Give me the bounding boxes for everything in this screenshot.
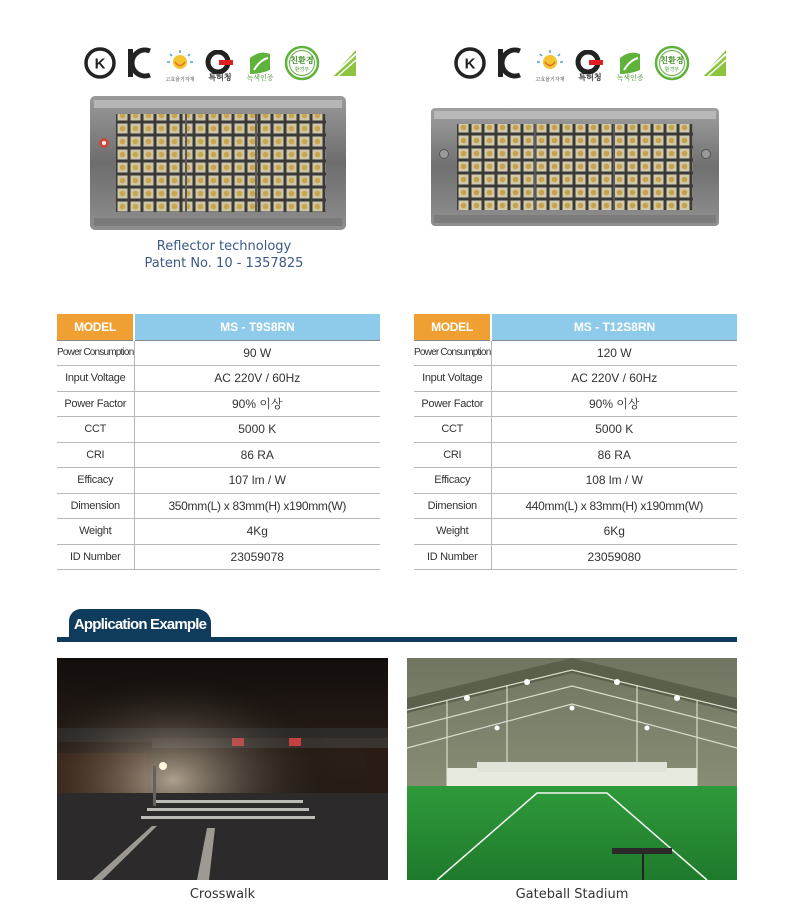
model-label: MODEL [414,314,491,340]
reflector-caption-line1: Reflector technology [156,239,292,254]
patent-label: 특허청 [208,73,232,82]
row-label: Power Factor [414,391,491,417]
eco-mark-icon [284,45,320,81]
product-image-left [90,96,346,235]
application-banner [57,607,737,643]
row-value: 5000 K [134,417,380,443]
spec-header-row [57,314,380,340]
patent-mark-icon [574,45,606,81]
kc-mark-icon [124,45,156,81]
row-label: ID Number [414,544,491,570]
table-row [57,544,380,570]
table-row [414,417,737,443]
row-label: Input Voltage [57,366,134,392]
table-row [57,468,380,494]
row-value: 90% 이상 [491,391,737,417]
row-label: Dimension [414,493,491,519]
table-row [414,468,737,494]
eco-top-label: 친환경 [660,56,684,65]
row-value: 440mm(L) x 83mm(H) x190mm(W) [491,493,737,519]
row-value: 108 lm / W [491,468,737,494]
green-cert-icon [244,45,276,81]
efficiency-mark-icon [164,45,196,81]
row-value: 23059078 [134,544,380,570]
efficiency-label: 고효율기자재 [535,77,565,83]
crosswalk-caption: Crosswalk [189,887,256,902]
product-image-right [431,108,719,231]
row-label: Power Consumption [57,340,134,366]
row-label: CRI [57,442,134,468]
green-triangle-logo-icon [328,45,360,81]
row-value: 120 W [491,340,737,366]
spec-header-row [414,314,737,340]
eco-bottom-label: 환경부 [294,67,310,73]
row-value: 90% 이상 [134,391,380,417]
green-cert-label: 녹색인증 [616,74,644,82]
application-title: Application Example [69,609,211,639]
table-row [57,366,380,392]
model-name: MS - T12S8RN [491,314,737,340]
table-row [414,442,737,468]
row-label: CCT [414,417,491,443]
patent-number-line: Patent No. 10 - 1357825 [144,256,304,271]
table-row [57,493,380,519]
svg-text:K: K [464,55,476,73]
efficiency-mark-icon [534,45,566,81]
eco-bottom-label: 환경부 [664,67,680,73]
green-cert-label: 녹색인증 [246,74,274,82]
table-row [57,442,380,468]
row-value: 350mm(L) x 83mm(H) x190mm(W) [134,493,380,519]
efficiency-label: 고효율기자재 [165,77,195,83]
table-row [414,366,737,392]
table-row [414,340,737,366]
gateball-stadium-photo [407,658,737,880]
row-label: Power Consumption [414,340,491,366]
ks-mark-icon [84,45,116,81]
patent-mark-icon [204,45,236,81]
table-row [414,544,737,570]
gateball-stadium-caption: Gateball Stadium [515,887,629,902]
spec-table-right [414,314,737,570]
table-row [414,493,737,519]
svg-text:K: K [94,55,106,73]
row-label: CRI [414,442,491,468]
row-label: ID Number [57,544,134,570]
model-name: MS - T9S8RN [134,314,380,340]
row-label: Power Factor [57,391,134,417]
green-triangle-logo-icon [698,45,730,81]
row-label: CCT [57,417,134,443]
table-row [57,417,380,443]
row-value: 107 lm / W [134,468,380,494]
table-row [57,519,380,545]
eco-mark-icon [654,45,690,81]
row-label: Weight [57,519,134,545]
table-row [57,391,380,417]
eco-top-label: 친환경 [290,56,314,65]
row-label: Efficacy [57,468,134,494]
row-value: 5000 K [491,417,737,443]
green-cert-icon [614,45,646,81]
crosswalk-photo [57,658,388,880]
table-row [414,391,737,417]
row-value: 90 W [134,340,380,366]
row-label: Input Voltage [414,366,491,392]
ks-mark-icon [454,45,486,81]
row-value: 86 RA [134,442,380,468]
row-label: Dimension [57,493,134,519]
row-label: Efficacy [414,468,491,494]
row-value: 6Kg [491,519,737,545]
row-value: 23059080 [491,544,737,570]
spec-table-left [57,314,380,570]
row-value: 86 RA [491,442,737,468]
model-label: MODEL [57,314,134,340]
table-row [57,340,380,366]
table-row [414,519,737,545]
cert-row-left [84,44,360,82]
kc-mark-icon [494,45,526,81]
row-label: Weight [414,519,491,545]
row-value: AC 220V / 60Hz [134,366,380,392]
cert-row-right [454,44,730,82]
reflector-caption [100,238,348,272]
patent-label: 특허청 [578,73,602,82]
row-value: AC 220V / 60Hz [491,366,737,392]
row-value: 4Kg [134,519,380,545]
